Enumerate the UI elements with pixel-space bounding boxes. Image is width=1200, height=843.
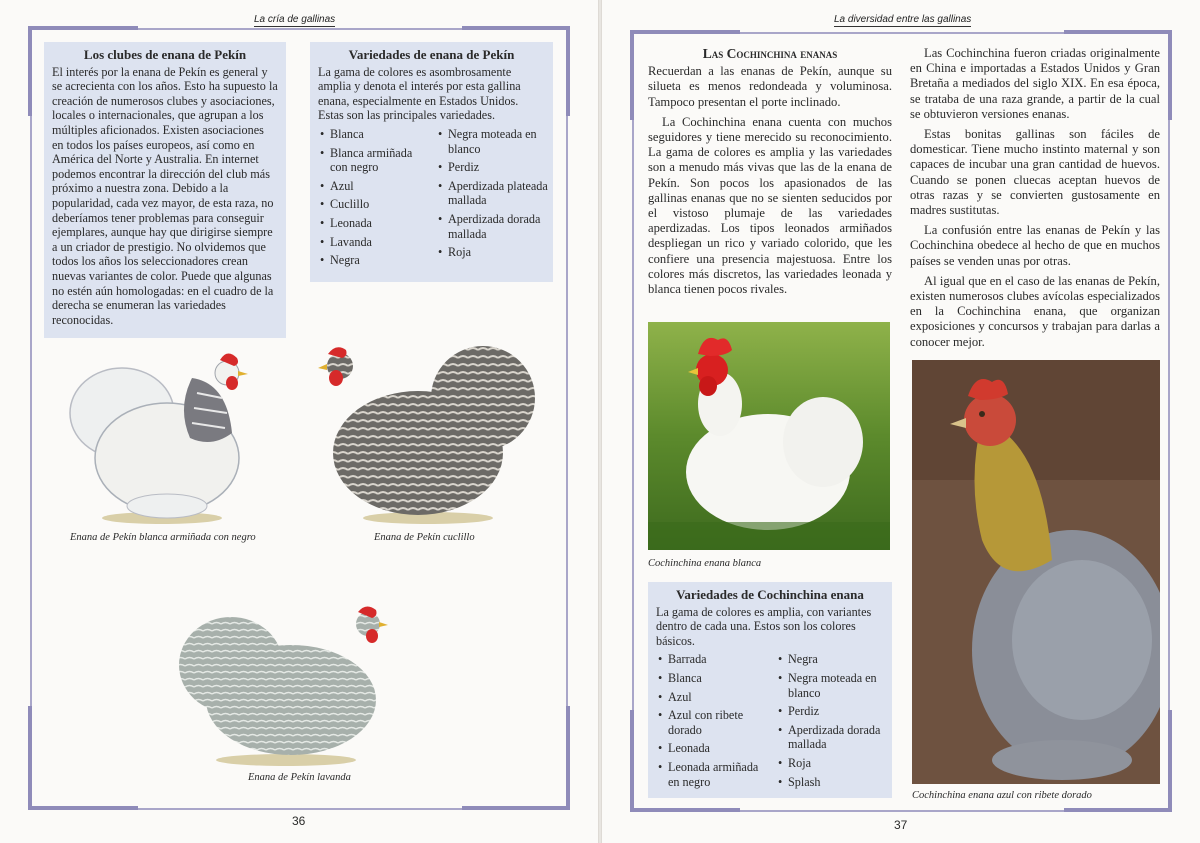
cochin-varieties-intro: La gama de colores es amplia, con variantes dentro de cada una. Estos son los colores básicos. xyxy=(656,604,872,648)
frame-accent xyxy=(1064,808,1172,812)
photo-blue-gold-cochin xyxy=(912,360,1160,784)
hen-wing xyxy=(1012,560,1152,720)
frame-accent xyxy=(28,706,32,810)
variety-item: • Leonada xyxy=(656,741,768,756)
text-column-2 xyxy=(910,46,1160,355)
paragraph: Las Cochinchina fueron criadas originalmente en China e importadas a Estados Unidos y Gran Bretaña a mediados del siglo XIX. En esa época, se trataba de una raza grande, a partir de la cual se obtuvieron versiones enanas. xyxy=(910,46,1160,121)
hen-wattle xyxy=(699,376,717,396)
variety-item: • Roja xyxy=(436,245,548,260)
variety-item: • Negra moteada en blanco xyxy=(436,127,548,156)
frame-accent xyxy=(630,808,740,812)
variety-item: • Negra moteada en blanco xyxy=(776,671,884,700)
photo2-caption: Cochinchina enana azul con ribete dorado xyxy=(912,790,1092,801)
frame-accent xyxy=(566,706,570,810)
frame-accent xyxy=(566,26,570,116)
wattle xyxy=(329,370,343,386)
variety-item: • Blanca xyxy=(318,127,428,142)
variety-item: • Blanca armiñada con negro xyxy=(318,146,428,175)
paragraph: La confusión entre las enanas de Pekín y las Cochinchina obedece al hecho de que en muchos países se venden unas por otras. xyxy=(910,223,1160,268)
variety-item: • Roja xyxy=(776,756,884,771)
illustration-white-ermine-hen xyxy=(62,338,257,528)
running-head-right: La diversidad entre las gallinas xyxy=(834,14,972,25)
wattle xyxy=(226,376,238,390)
variety-item: • Aperdizada plateada mallada xyxy=(436,179,548,208)
hen-leg-feathers xyxy=(992,740,1132,780)
illustration-lavender-hen xyxy=(176,600,390,768)
photo-white-cochin xyxy=(648,322,890,550)
body xyxy=(206,645,376,755)
left-page xyxy=(0,0,598,843)
hen-eye xyxy=(979,411,985,417)
clubs-box xyxy=(44,42,286,338)
variety-item: • Aperdizada dorada mallada xyxy=(776,723,884,752)
cochin-varieties-col2 xyxy=(776,652,884,793)
soil-shadow xyxy=(912,360,1160,480)
frame-accent xyxy=(28,26,138,30)
text-column-1 xyxy=(648,46,892,302)
caption-illustration-2: Enana de Pekín cuclillo xyxy=(374,532,475,543)
pekin-varieties-col1 xyxy=(318,127,428,272)
variety-item: • Barrada xyxy=(656,652,768,667)
frame-accent xyxy=(630,710,634,812)
frame-accent xyxy=(630,30,740,34)
variety-item: • Blanca xyxy=(656,671,768,686)
caption-illustration-1: Enana de Pekín blanca armiñada con negro xyxy=(70,532,256,543)
beak xyxy=(379,622,388,627)
frame-accent xyxy=(1064,30,1172,34)
hen-face xyxy=(964,394,1016,446)
variety-item: • Perdiz xyxy=(776,704,884,719)
pekin-varieties-intro: La gama de colores es asombrosamente amplia y denota el interés por esta gallina enana, especialmente en Estados Unidos. Estas son las principales variedades. xyxy=(318,64,521,123)
variety-item: • Negra xyxy=(776,652,884,667)
paragraph: Al igual que en el caso de las enanas de Pekín, existen numerosos clubes avícolas especializados en la Cochinchina enana, que organizan exposiciones y concursos y trabajan para darlas a conocer mejor. xyxy=(910,273,1160,349)
page-number-right: 37 xyxy=(894,818,908,832)
clubs-box-title: Los clubes de enana de Pekín xyxy=(83,47,247,62)
variety-item: • Perdiz xyxy=(436,160,548,175)
page-number-left: 36 xyxy=(292,814,306,828)
ground-shadow xyxy=(216,754,356,766)
frame-accent xyxy=(462,26,570,30)
paragraph: Recuerdan a las enanas de Pekín, aunque su silueta es menos redondeada y voluminosa. Tampoco presentan el porte inclinado. xyxy=(648,64,892,109)
paragraph: La Cochinchina enana cuenta con muchos seguidores y tiene merecido su reconocimiento. La gama de colores es amplia y las variedades son a menudo más vivas que las de la enana de Pekín. Son pocos los apasionados de las gallinas enanas que no se sienten seducidos por el vistoso plumaje de las variedades aperdizadas. Los tipos leonados armiñados despliegan un rico y variado colorido, que les confiere una presencia majestuosa. Entre los colores más discretos, las variedades leonada y blanca tienen pocos rivales. xyxy=(648,114,892,297)
running-head-left: La cría de gallinas xyxy=(254,14,336,25)
cochin-varieties-col1 xyxy=(656,652,768,793)
variety-item: • Cuclillo xyxy=(318,197,428,212)
variety-item: • Azul con ribete dorado xyxy=(656,708,768,737)
frame-accent xyxy=(1168,710,1172,812)
frame-accent xyxy=(462,806,570,810)
section-heading: Las Cochinchina enanas xyxy=(702,46,838,61)
variety-item: • Lavanda xyxy=(318,235,428,250)
frame-accent xyxy=(28,806,138,810)
beak xyxy=(238,371,248,376)
variety-item: • Leonada armiñada en negro xyxy=(656,760,768,789)
beak xyxy=(318,364,327,370)
caption-illustration-3: Enana de Pekín lavanda xyxy=(248,772,351,783)
wattle xyxy=(366,629,378,643)
frame-accent xyxy=(28,26,32,116)
paragraph: Estas bonitas gallinas son fáciles de domesticar. Tiene mucho instinto maternal y son capaces de incubar una gran cantidad de huevos. Cuando se ponen cluecas aceptan huevos de otras razas y se convierten gustosamente en madres sustitutas. xyxy=(910,127,1160,218)
right-page xyxy=(602,0,1200,843)
variety-item: • Azul xyxy=(656,690,768,705)
variety-item: • Azul xyxy=(318,179,428,194)
variety-item: • Splash xyxy=(776,775,884,790)
frame-accent xyxy=(1168,30,1172,120)
pekin-varieties-title: Variedades de enana de Pekín xyxy=(348,47,515,62)
illustration-cuckoo-hen xyxy=(318,338,538,528)
leg-feathers xyxy=(127,494,207,518)
cochin-varieties-box xyxy=(648,582,892,798)
variety-item: • Leonada xyxy=(318,216,428,231)
foreground-grass xyxy=(648,522,890,550)
pekin-varieties-box xyxy=(310,42,553,282)
photo1-caption: Cochinchina enana blanca xyxy=(648,558,762,569)
pekin-varieties-col2 xyxy=(436,127,548,264)
variety-item: • Aperdizada dorada mallada xyxy=(436,212,548,241)
hen-tail xyxy=(783,397,863,487)
variety-item: • Negra xyxy=(318,253,428,268)
body xyxy=(333,391,503,515)
frame-accent xyxy=(630,30,634,120)
comb xyxy=(328,347,347,358)
clubs-box-body: El interés por la enana de Pekín es general y se acrecienta con los años. Esto ha supuesto la creación de numerosos clubes y asociaciones, locales o internacionales, que agrupan a los múltiples aficionados. Existen asociaciones en todos los países europeos, así como en América del Norte y Australia. En internet podemos encontrar la dirección del club más próximo a nuestra zona. Debido a la popularidad, cada vez mayor, de esta raza, no deberíamos tener problemas para conseguir ejemplares, aunque hay que dirigirse siempre a un criador de prestigio. No olvidemos que todos los años los seleccionadores crean nuevas variantes de color. Puede que algunas no estén aún homologadas: en el cuadro de la derecha se enumeran las variedades reconocidas. xyxy=(52,64,278,327)
cochin-varieties-title: Variedades de Cochinchina enana xyxy=(676,587,864,602)
